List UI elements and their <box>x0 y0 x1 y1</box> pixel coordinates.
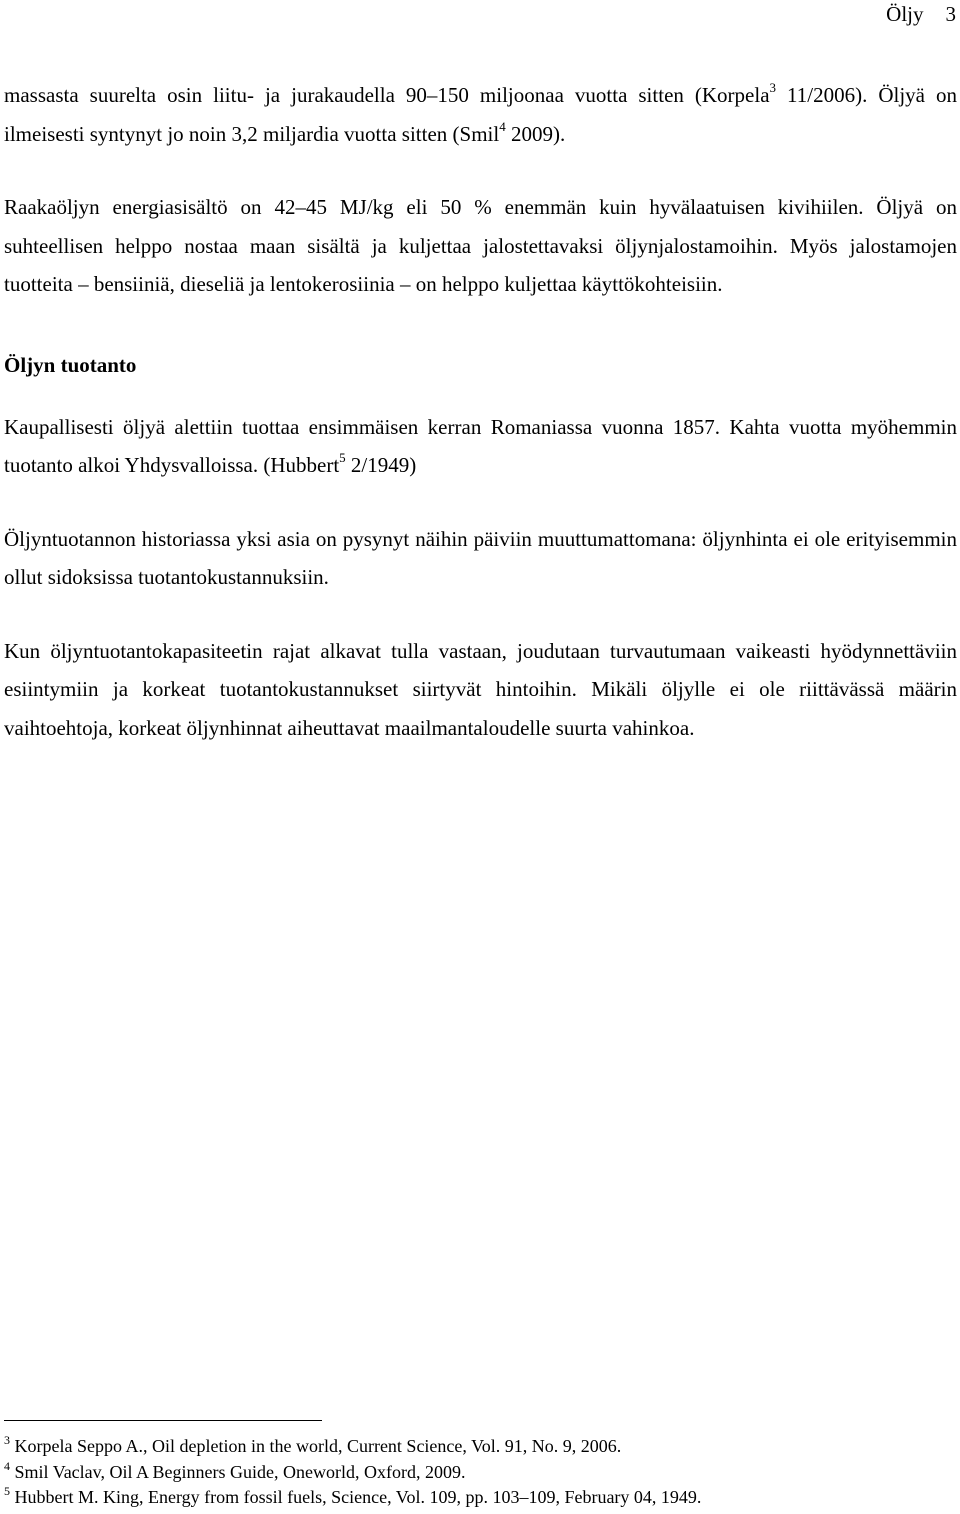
paragraph-1-text-c: 2009). <box>505 121 566 146</box>
footnote-item <box>4 1485 954 1511</box>
footnote-number: 3 <box>4 1433 10 1447</box>
paragraph-1 <box>4 76 957 153</box>
paragraph-1-text-a: massasta suurelta osin liitu- ja jurakaudella 90–150 miljoonaa vuotta sitten (Korpela <box>4 83 770 107</box>
paragraph-5: Kun öljyntuotantokapasiteetin rajat alkavat tulla vastaan, joudutaan turvautumaan vaikeasti hyödynnettäviin esiintymiin ja korkeat tuotantokustannukset siirtyvät hintoihin. Mikäli öljylle ei ole riittävässä määrin vaihtoehtoja, korkeat öljynhinnat aiheuttavat maailmantaloudelle suurta vahinkoa. <box>4 638 957 740</box>
paragraph-3 <box>4 408 957 485</box>
footnote-number: 5 <box>4 1484 10 1499</box>
section-heading: Öljyn tuotanto <box>4 352 137 377</box>
footnotes <box>4 1434 954 1511</box>
footnote-item <box>4 1460 954 1486</box>
paragraph-3-text-b: 2/1949) <box>345 453 417 477</box>
footnote-text: Smil Vaclav, Oil A Beginners Guide, Oneworld, Oxford, 2009. <box>10 1461 466 1482</box>
footnote-text: Korpela Seppo A., Oil depletion in the world, Current Science, Vol. 91, No. 9, 2006. <box>10 1436 622 1456</box>
paragraph-4: Öljyntuotannon historiassa yksi asia on pysynyt näihin päiviin muuttumattomana: öljynhinta ei ole erityisemmin ollut sidoksissa tuotantokustannuksiin. <box>4 526 957 589</box>
paragraph-2: Raakaöljyn energiasisältö on 42–45 MJ/kg eli 50 % enemmän kuin hyvälaatuisen kivihiilen. Öljyä on suhteellisen helppo nostaa maan sisältä ja kuljettaa jalostettavaksi öljynjalostamoihin. Myös jalostamojen tuotteita – bensiiniä, dieseliä ja lentokerosiinia – on helppo kuljettaa käyttökohteisiin. <box>4 195 957 296</box>
footnote-number: 4 <box>4 1458 10 1473</box>
footnote-ref-4: 4 <box>499 118 506 134</box>
document-body <box>4 76 957 747</box>
footnote-text: Hubbert M. King, Energy from fossil fuels, Science, Vol. 109, pp. 103–109, February 04, 1949. <box>10 1487 702 1508</box>
page-header <box>886 2 956 27</box>
header-title: Öljy <box>886 2 924 26</box>
footnote-item <box>4 1434 954 1460</box>
footnote-divider <box>4 1420 322 1421</box>
paragraph-1-text-b: 11/2006). Öljyä on ilmeisesti syntynyt jo noin 3,2 miljardia vuotta sitten (Smil <box>4 83 957 146</box>
footnote-ref-5: 5 <box>339 450 346 465</box>
footnote-ref-3: 3 <box>769 80 777 95</box>
page-number: 3 <box>945 2 956 26</box>
paragraph-3-text-a: Kaupallisesti öljyä alettiin tuottaa ensimmäisen kerran Romaniassa vuonna 1857. Kahta vuotta myöhemmin tuotanto alkoi Yhdysvalloissa. (Hubbert <box>4 414 957 477</box>
